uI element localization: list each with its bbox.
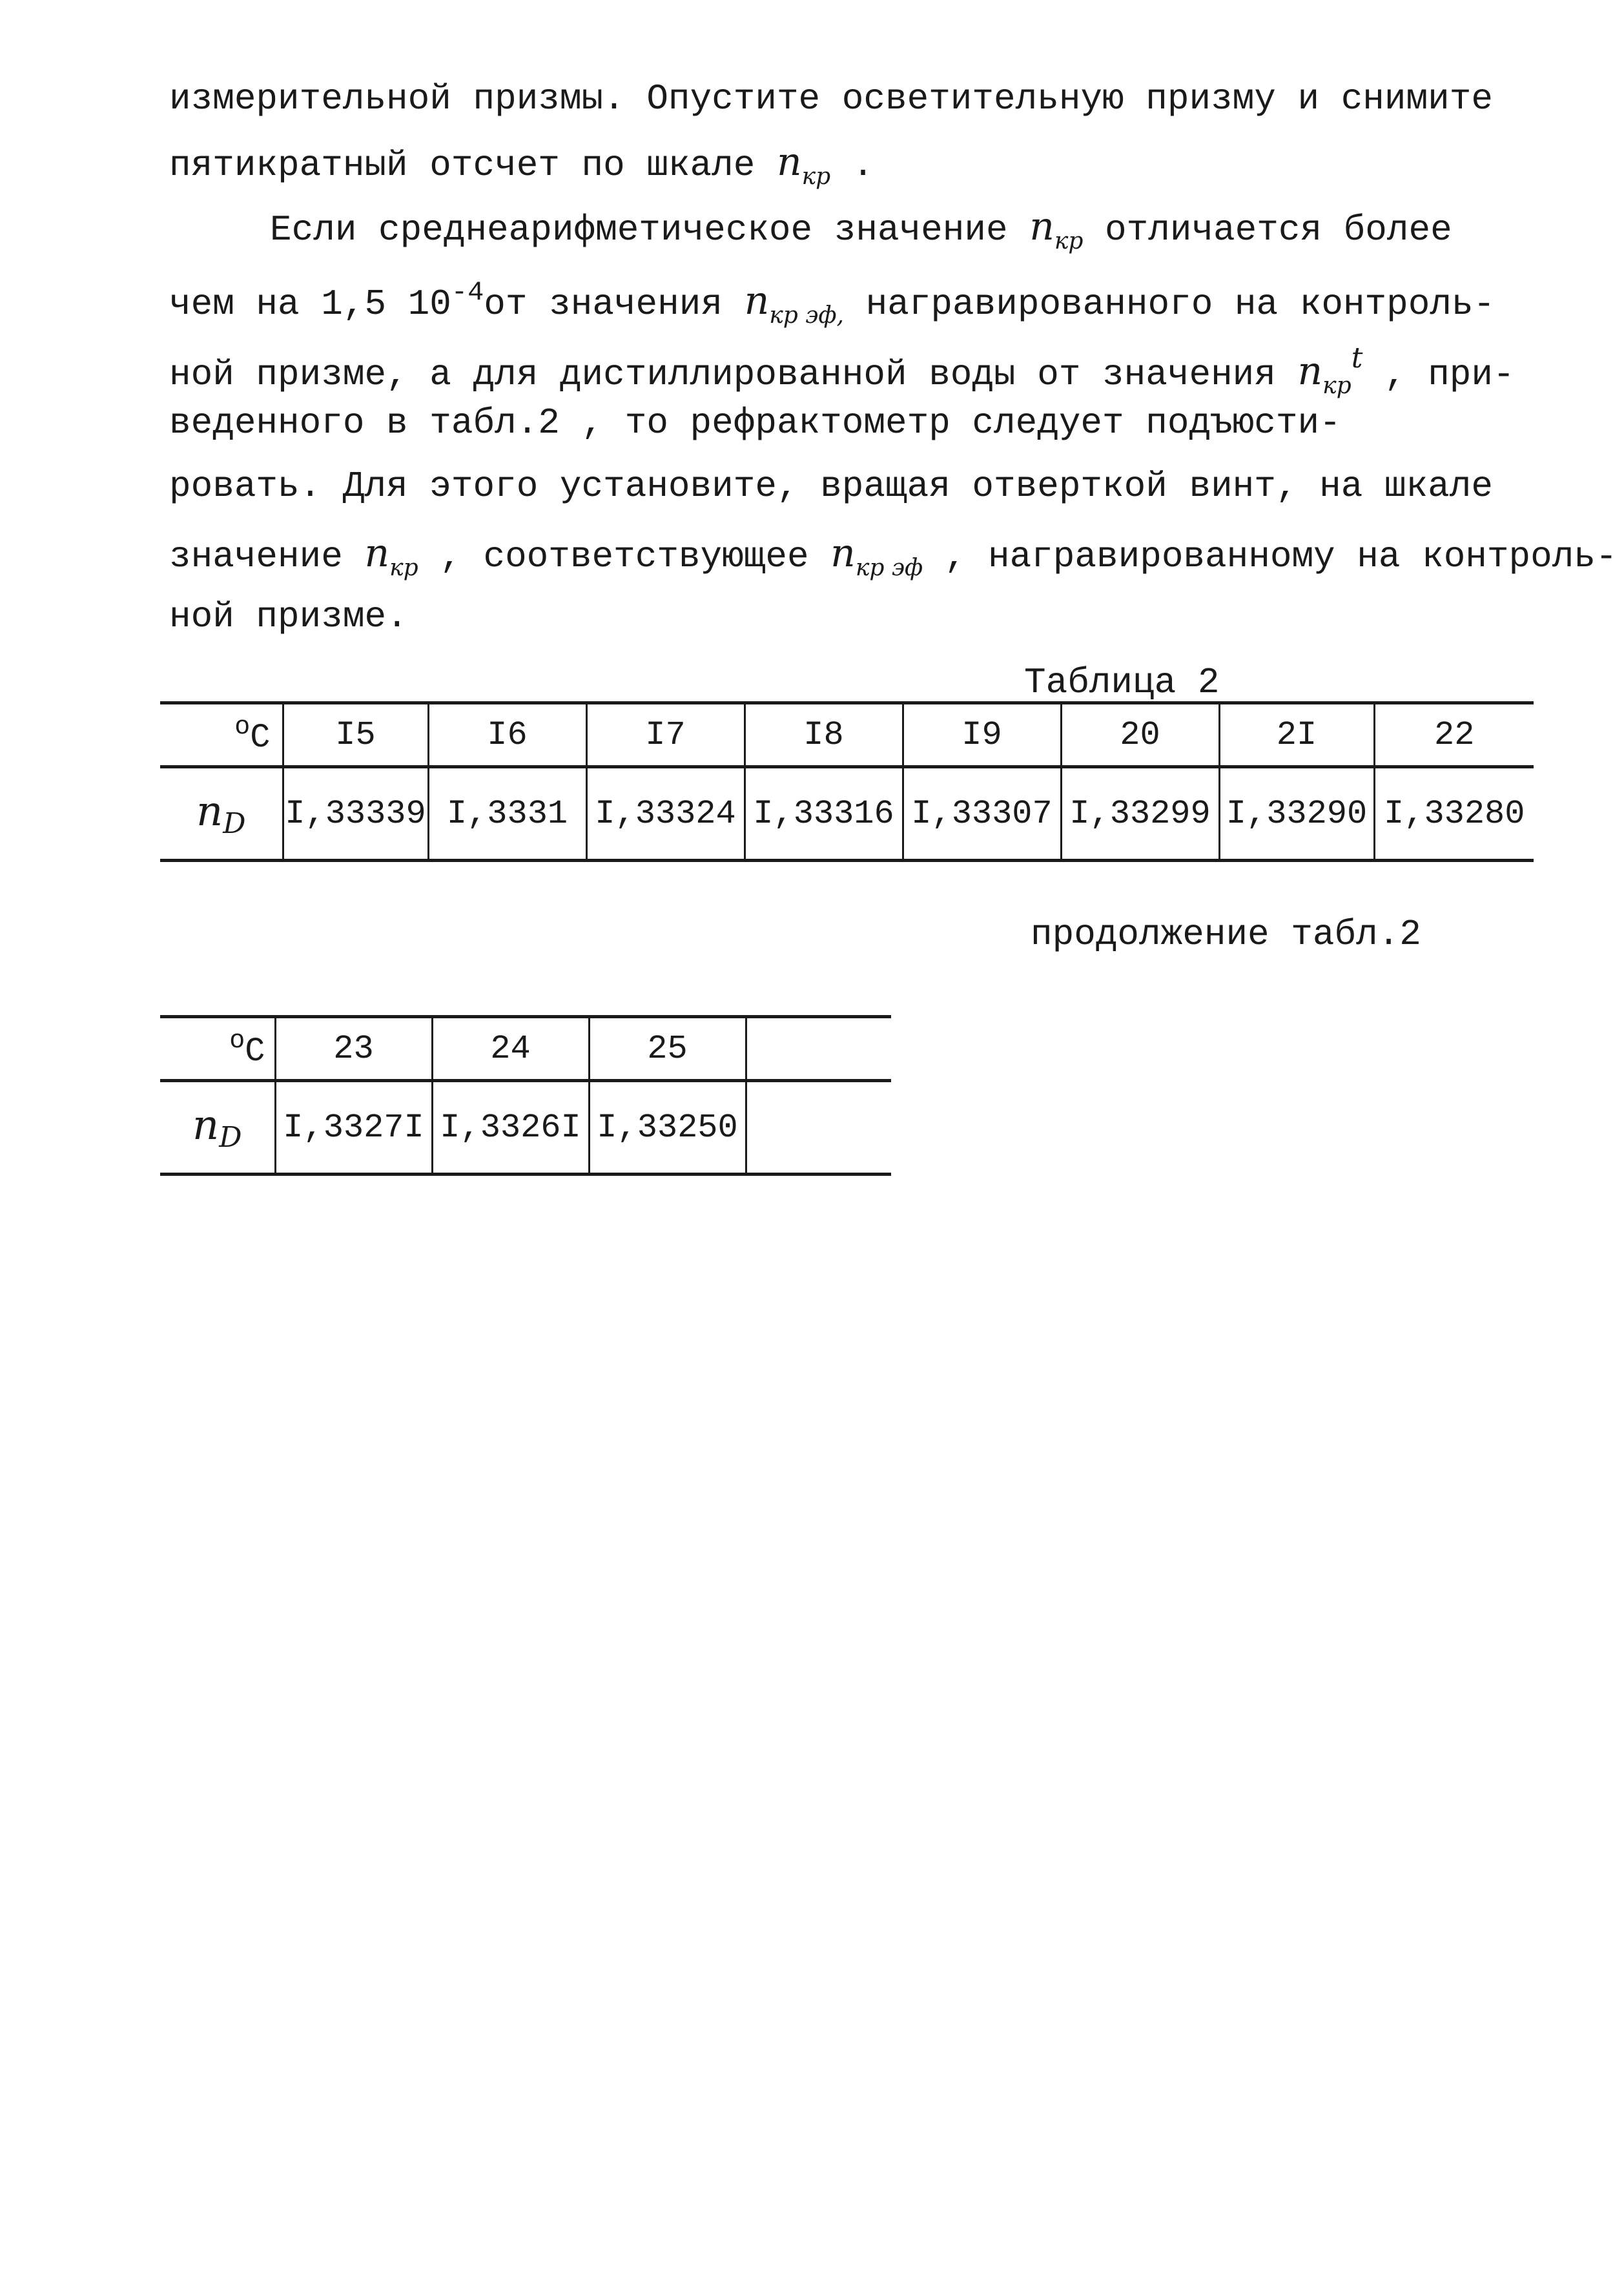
refractive-index-cell: I,3326I	[432, 1081, 589, 1175]
temperature-cell: I7	[586, 703, 745, 767]
empty-cell	[746, 1081, 891, 1175]
temperature-cell: I5	[283, 703, 428, 767]
text-line-6-content: веденного в табл.2 , то рефрактометр следует подъюсти-	[169, 402, 1341, 444]
refraction-subscript: кр эф,	[769, 302, 844, 329]
text-line-2: пятикратный отсчет по шкале $n_{кр}$ .	[169, 139, 874, 190]
temperature-superscript: t	[1351, 342, 1363, 375]
refraction-symbol: n	[776, 139, 802, 185]
refraction-subscript: кр	[389, 555, 418, 581]
refractive-index-cell: I,33324	[586, 767, 745, 861]
refractive-index-cell: I,33307	[903, 767, 1061, 861]
text-line-9-content: ной призме.	[169, 596, 408, 637]
temperature-unit-cell: $^o$C	[160, 703, 283, 767]
temperature-cell: 22	[1374, 703, 1534, 767]
temperature-cell: I8	[745, 703, 903, 767]
temperature-cell: I6	[428, 703, 586, 767]
refractive-index-cell: I,3327I	[275, 1081, 432, 1175]
text-line-1	[169, 76, 1525, 121]
refractive-index-cell: I,33339	[283, 767, 428, 861]
temperature-cell: 23	[275, 1017, 432, 1081]
refraction-symbol: n	[364, 531, 390, 576]
exponent: -4	[451, 277, 484, 308]
refraction-symbol: n	[1029, 204, 1054, 249]
temperature-cell: 24	[432, 1017, 589, 1081]
table-2-caption: Таблица 2	[1024, 662, 1220, 703]
refraction-symbol: n	[744, 278, 770, 324]
text-line-5-content: ной призме, а для дистиллированной воды от значения	[169, 354, 1298, 395]
refractive-index-cell: I,33280	[1374, 767, 1534, 861]
table-2-cont-value-row	[160, 1081, 891, 1175]
refractive-index-cell: I,33250	[589, 1081, 746, 1175]
refractive-index-label: $n_D$	[160, 767, 283, 861]
temperature-cell: 25	[589, 1017, 746, 1081]
refractive-index-cell: I,33316	[745, 767, 903, 861]
refraction-subscript: кр	[1322, 373, 1352, 399]
text-line-7	[169, 464, 1525, 509]
text-line-6	[169, 400, 1525, 446]
text-line-5: ной призме, а для дистиллированной воды от значения $n_{кр}^t$ , при-	[169, 342, 1515, 399]
text-line-9	[169, 594, 1525, 639]
refraction-symbol: n	[830, 531, 856, 576]
table-2-continuation	[160, 1015, 891, 1176]
text-line-3: Если среднеарифметическое значение $n_{кр}$ отличается более	[270, 204, 1452, 254]
table-2-continuation-caption: продолжение табл.2	[1031, 914, 1421, 955]
refraction-symbol: n	[1297, 349, 1323, 394]
refractive-index-cell: I,33290	[1219, 767, 1374, 861]
table-2-value-row	[160, 767, 1534, 861]
temperature-cell: I9	[903, 703, 1061, 767]
text-line-1-content: измерительной призмы. Опустите осветительную призму и снимите	[169, 78, 1493, 119]
refractive-index-cell: I,3331	[428, 767, 586, 861]
temperature-cell: 20	[1061, 703, 1219, 767]
text-line-8: значение $n_{кр}$ , соответствующее $n_{кр эф}$ , награвированному на контроль-	[169, 531, 1618, 581]
temperature-cell: 2I	[1219, 703, 1374, 767]
text-line-2-content: пятикратный отсчет по шкале	[169, 145, 777, 186]
refractive-index-cell: I,33299	[1061, 767, 1219, 861]
text-line-7-content: ровать. Для этого установите, вращая отверткой винт, на шкале	[169, 466, 1493, 507]
table-2-header-row	[160, 703, 1534, 767]
table-2-cont-header-row	[160, 1017, 891, 1081]
empty-cell	[746, 1017, 891, 1081]
refraction-subscript: кр	[801, 163, 831, 190]
refraction-subscript: кр эф	[855, 555, 923, 581]
text-line-4: чем на 1,5 $10^{-4}от$ значения $n_{кр эф,}$ награвированного на контроль-	[169, 277, 1496, 329]
text-line-3-content: Если среднеарифметическое значение	[270, 209, 1030, 251]
refractive-index-label: $n_D$	[160, 1081, 275, 1175]
table-2	[160, 701, 1534, 862]
text-line-4-content: чем на 1,5 10	[169, 283, 451, 325]
temperature-unit-cell: $^o$C	[160, 1017, 275, 1081]
text-line-8-content: значение	[169, 536, 365, 577]
refraction-subscript: кр	[1054, 228, 1084, 254]
